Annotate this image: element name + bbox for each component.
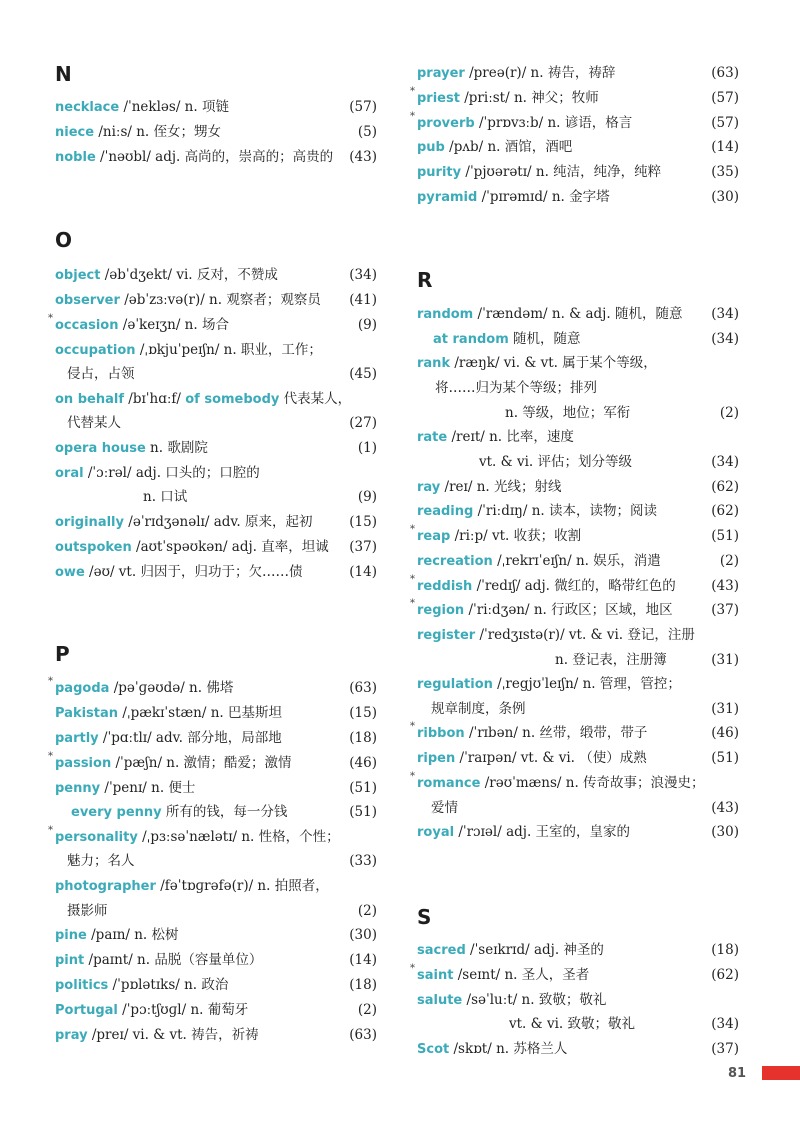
headword: oral xyxy=(55,466,84,481)
headword: pub xyxy=(417,140,445,155)
entry-ripen xyxy=(417,746,739,770)
headword: ripen xyxy=(417,751,456,766)
definition: n. 歌剧院 xyxy=(145,440,208,456)
unit-number: (57) xyxy=(349,99,377,115)
star-mark-icon: * xyxy=(410,598,415,609)
definition: /ˌregjʊˈleɪʃn/ n. 管理，管控； xyxy=(492,676,681,692)
definition: /ˌpɜːsəˈnælətɪ/ n. 性格，个性； xyxy=(137,829,340,845)
unit-number: (18) xyxy=(349,977,377,993)
headword: region xyxy=(417,603,465,618)
entry-regulation-cont xyxy=(417,697,739,721)
definition: 所有的钱，每一分钱 xyxy=(161,804,288,820)
unit-number: (2) xyxy=(357,903,377,919)
headword: pint xyxy=(55,953,85,968)
entry-occupation-cont xyxy=(55,362,377,386)
definition-part: 代表某人， xyxy=(279,391,352,407)
unit-number: (51) xyxy=(349,804,377,820)
headword-part: of somebody xyxy=(185,392,280,407)
unit-number: (43) xyxy=(349,149,377,165)
headword: reap xyxy=(417,529,451,544)
unit-number: (31) xyxy=(711,652,739,668)
headword: Portugal xyxy=(55,1003,118,1018)
definition: /ˈpæʃn/ n. 激情；酷爱；激情 xyxy=(111,755,292,771)
unit-number: (34) xyxy=(711,306,739,322)
entry-necklace xyxy=(55,95,377,119)
unit-number: (57) xyxy=(711,115,739,131)
headword: sacred xyxy=(417,943,466,958)
definition-continued: 摄影师 xyxy=(67,903,108,919)
headword: originally xyxy=(55,515,124,530)
definition: /ˈprɒvɜːb/ n. 谚语，格言 xyxy=(474,115,633,131)
definition-continued: 代替某人 xyxy=(67,415,121,431)
star-mark-icon: * xyxy=(410,963,415,974)
entry-register-cont xyxy=(417,648,739,672)
entry-passion xyxy=(48,751,377,775)
definition: /səˈluːt/ n. 致敬；敬礼 xyxy=(462,992,607,1008)
headword: occupation xyxy=(55,343,136,358)
definition-continued: 爱情 xyxy=(431,800,458,816)
entry-register xyxy=(417,623,739,647)
definition: 随机，随意 xyxy=(508,331,581,347)
entry-photographer-cont xyxy=(55,899,377,923)
unit-number: (15) xyxy=(349,514,377,530)
definition: /əʊ/ vt. 归因于，归功于；欠……债 xyxy=(84,564,303,580)
definition: /pʌb/ n. 酒馆，酒吧 xyxy=(444,139,573,155)
headword: proverb xyxy=(417,116,475,131)
unit-number: (14) xyxy=(711,139,739,155)
entry-romance xyxy=(410,771,739,795)
definition: /ræŋk/ vi. & vt. 属于某个等级， xyxy=(450,355,657,371)
definition: /ˈpɒlətɪks/ n. 政治 xyxy=(108,977,229,993)
definition: /aʊtˈspəʊkən/ adj. 直率，坦诚 xyxy=(131,539,329,555)
entry-saint xyxy=(410,963,739,987)
headword: rate xyxy=(417,430,448,445)
headword: outspoken xyxy=(55,540,132,555)
unit-number: (62) xyxy=(711,479,739,495)
definition: /ˈriːdɪŋ/ n. 读本，读物；阅读 xyxy=(473,503,657,519)
headword: prayer xyxy=(417,66,465,81)
headword: romance xyxy=(417,776,481,791)
definition: /ˈrɪbən/ n. 丝带，缎带，带子 xyxy=(464,725,648,741)
star-mark-icon: * xyxy=(410,771,415,782)
entry-ribbon xyxy=(410,721,739,745)
entry-at-random xyxy=(417,327,739,351)
star-mark-icon: * xyxy=(48,751,53,762)
headword: purity xyxy=(417,165,462,180)
definition: /ˈnekləs/ n. 项链 xyxy=(119,99,229,115)
definition: /əˈrɪdʒənəlɪ/ adv. 原来，起初 xyxy=(123,514,313,530)
entry-reddish xyxy=(410,574,739,598)
entry-royal xyxy=(417,820,739,844)
headword: on behalf xyxy=(55,392,124,407)
entry-pyramid xyxy=(417,185,739,209)
entry-pagoda xyxy=(48,676,377,700)
unit-number: (62) xyxy=(711,503,739,519)
entry-rate xyxy=(417,425,739,449)
entry-rank-cont-2 xyxy=(417,401,739,425)
page-number: 81 xyxy=(728,1066,747,1081)
definition: /ˈpɪrəmɪd/ n. 金字塔 xyxy=(477,189,610,205)
entry-noble xyxy=(55,145,377,169)
unit-number: (46) xyxy=(349,755,377,771)
unit-number: (15) xyxy=(349,705,377,721)
definition: /ˈredɪʃ/ adj. 微红的，略带红色的 xyxy=(472,578,676,594)
unit-number: (2) xyxy=(719,553,739,569)
headword: regulation xyxy=(417,677,493,692)
definition: /priːst/ n. 神父；牧师 xyxy=(459,90,599,106)
definition: /preə(r)/ n. 祷告，祷辞 xyxy=(464,65,616,81)
definition-continued: n. 口试 xyxy=(143,489,188,505)
star-mark-icon: * xyxy=(410,524,415,535)
entry-rate-cont xyxy=(417,450,739,474)
unit-number: (45) xyxy=(349,366,377,382)
definition: /ˈrændəm/ n. & adj. 随机，随意 xyxy=(473,306,683,322)
unit-number: (46) xyxy=(711,725,739,741)
unit-number: (37) xyxy=(711,1041,739,1057)
headword: pyramid xyxy=(417,190,478,205)
headword: every penny xyxy=(71,805,162,820)
unit-number: (51) xyxy=(349,780,377,796)
unit-number: (30) xyxy=(711,189,739,205)
definition: /reɪt/ n. 比率，速度 xyxy=(447,429,574,445)
headword: royal xyxy=(417,825,455,840)
definition: /niːs/ n. 侄女；甥女 xyxy=(94,124,222,140)
entry-sacred xyxy=(417,938,739,962)
entry-on-behalf xyxy=(55,387,377,411)
headword: politics xyxy=(55,978,109,993)
definition-continued: 将……归为某个等级；排列 xyxy=(435,380,597,396)
unit-number: (33) xyxy=(349,853,377,869)
entry-rank xyxy=(417,351,739,375)
definition: /ˈrɔɪəl/ adj. 王室的，皇家的 xyxy=(454,824,631,840)
entry-portugal xyxy=(55,998,377,1022)
entry-romance-cont xyxy=(417,796,739,820)
definition: /pəˈɡəʊdə/ n. 佛塔 xyxy=(109,680,234,696)
definition: /əbˈzɜːvə(r)/ n. 观察者；观察员 xyxy=(119,292,321,308)
definition-continued: vt. & vi. 致敬；敬礼 xyxy=(509,1016,635,1032)
unit-number: (27) xyxy=(349,415,377,431)
entry-priest xyxy=(410,86,739,110)
headword: register xyxy=(417,628,476,643)
headword: object xyxy=(55,268,101,283)
unit-number: (34) xyxy=(349,267,377,283)
headword: passion xyxy=(55,756,112,771)
entry-originally xyxy=(55,510,377,534)
definition: /paɪnt/ n. 品脱（容量单位） xyxy=(84,952,263,968)
headword: recreation xyxy=(417,554,493,569)
headword: niece xyxy=(55,125,95,140)
entry-salute xyxy=(417,988,739,1012)
definition: /ˌrekrɪˈeɪʃn/ n. 娱乐，消遣 xyxy=(492,553,661,569)
unit-number: (41) xyxy=(349,292,377,308)
headword: rank xyxy=(417,356,451,371)
entry-ray xyxy=(417,475,739,499)
entry-observer xyxy=(55,288,377,312)
definition: /ˈpɔːtʃʊɡl/ n. 葡萄牙 xyxy=(117,1002,249,1018)
entry-penny xyxy=(55,776,377,800)
definition-continued: 魅力；名人 xyxy=(67,853,135,869)
section-heading-o: O xyxy=(55,228,73,252)
unit-number: (51) xyxy=(711,750,739,766)
entry-region xyxy=(410,598,739,622)
entry-pray xyxy=(55,1023,377,1047)
definition: /skɒt/ n. 苏格兰人 xyxy=(449,1041,568,1057)
star-mark-icon: * xyxy=(410,574,415,585)
definition-continued: n. 登记表，注册簿 xyxy=(555,652,667,668)
entry-proverb xyxy=(410,111,739,135)
definition: /bɪˈhɑːf/ xyxy=(123,391,186,407)
definition-continued: n. 等级，地位；军衔 xyxy=(505,405,631,421)
entry-salute-cont xyxy=(417,1012,739,1036)
headword: ribbon xyxy=(417,726,465,741)
page-accent-bar xyxy=(762,1066,800,1080)
entry-reading xyxy=(417,499,739,523)
definition: /paɪn/ n. 松树 xyxy=(86,927,179,943)
headword: necklace xyxy=(55,100,120,115)
unit-number: (37) xyxy=(711,602,739,618)
entry-recreation xyxy=(417,549,739,573)
headword: personality xyxy=(55,830,138,845)
unit-number: (18) xyxy=(349,730,377,746)
headword: pagoda xyxy=(55,681,110,696)
unit-number: (63) xyxy=(711,65,739,81)
unit-number: (51) xyxy=(711,528,739,544)
unit-number: (2) xyxy=(719,405,739,421)
star-mark-icon: * xyxy=(410,86,415,97)
headword: reddish xyxy=(417,579,473,594)
definition: /rəʊˈmæns/ n. 传奇故事；浪漫史； xyxy=(480,775,705,791)
headword: salute xyxy=(417,993,463,1008)
headword: owe xyxy=(55,565,85,580)
star-mark-icon: * xyxy=(48,825,53,836)
definition: /fəˈtɒɡrəfə(r)/ n. 拍照者， xyxy=(155,878,329,894)
entry-pakistan xyxy=(55,701,377,725)
entry-regulation xyxy=(417,672,739,696)
unit-number: (43) xyxy=(711,578,739,594)
star-mark-icon: * xyxy=(48,313,53,324)
unit-number: (34) xyxy=(711,1016,739,1032)
unit-number: (14) xyxy=(349,564,377,580)
entry-photographer xyxy=(55,874,377,898)
headword: Pakistan xyxy=(55,706,119,721)
definition-continued: 侵占，占领 xyxy=(67,366,135,382)
definition: /ˌpækɪˈstæn/ n. 巴基斯坦 xyxy=(118,705,282,721)
headword: opera house xyxy=(55,441,146,456)
section-heading-r: R xyxy=(417,268,433,292)
entry-every-penny xyxy=(55,800,377,824)
unit-number: (63) xyxy=(349,1027,377,1043)
headword: Scot xyxy=(417,1042,450,1057)
definition-continued: 规章制度，条例 xyxy=(431,701,526,717)
definition: /riːp/ vt. 收获；收割 xyxy=(450,528,582,544)
section-heading-s: S xyxy=(417,905,432,929)
entry-prayer xyxy=(417,61,739,85)
definition: /seɪnt/ n. 圣人，圣者 xyxy=(453,967,590,983)
definition: /əbˈdʒekt/ vi. 反对，不赞成 xyxy=(100,267,278,283)
section-heading-n: N xyxy=(55,62,72,86)
unit-number: (14) xyxy=(349,952,377,968)
entry-outspoken xyxy=(55,535,377,559)
entry-reap xyxy=(410,524,739,548)
definition: /ˌɒkjuˈpeɪʃn/ n. 职业，工作； xyxy=(135,342,322,358)
section-heading-p: P xyxy=(55,642,70,666)
entry-scot xyxy=(417,1037,739,1061)
definition: /ˈseɪkrɪd/ adj. 神圣的 xyxy=(465,942,604,958)
headword: observer xyxy=(55,293,120,308)
definition: /preɪ/ vi. & vt. 祷告，祈祷 xyxy=(87,1027,259,1043)
entry-oral-cont xyxy=(55,485,377,509)
headword: occasion xyxy=(55,318,119,333)
headword: ray xyxy=(417,480,441,495)
headword: pray xyxy=(55,1028,88,1043)
definition: /ˈpenɪ/ n. 便士 xyxy=(100,780,196,796)
unit-number: (30) xyxy=(349,927,377,943)
headword: saint xyxy=(417,968,454,983)
headword: noble xyxy=(55,150,96,165)
entry-rank-cont xyxy=(417,376,739,400)
unit-number: (9) xyxy=(357,489,377,505)
headword: partly xyxy=(55,731,99,746)
unit-number: (31) xyxy=(711,701,739,717)
headword: reading xyxy=(417,504,474,519)
definition: /ˈriːdʒən/ n. 行政区；区域，地区 xyxy=(464,602,673,618)
definition: /ˈpjʊərətɪ/ n. 纯洁，纯净，纯粹 xyxy=(461,164,662,180)
entry-personality-cont xyxy=(55,849,377,873)
headword: pine xyxy=(55,928,87,943)
unit-number: (34) xyxy=(711,331,739,347)
definition: /ˈpɑːtlɪ/ adv. 部分地，局部地 xyxy=(98,730,282,746)
entry-owe xyxy=(55,560,377,584)
unit-number: (37) xyxy=(349,539,377,555)
entry-on-behalf-cont xyxy=(55,411,377,435)
entry-occupation xyxy=(55,338,377,362)
unit-number: (43) xyxy=(711,800,739,816)
unit-number: (35) xyxy=(711,164,739,180)
entry-opera-house xyxy=(55,436,377,460)
entry-object xyxy=(55,263,377,287)
definition: /ˈnəʊbl/ adj. 高尚的，崇高的；高贵的 xyxy=(95,149,334,165)
entry-politics xyxy=(55,973,377,997)
entry-pub xyxy=(417,135,739,159)
unit-number: (9) xyxy=(357,317,377,333)
headword: photographer xyxy=(55,879,156,894)
entry-personality xyxy=(48,825,377,849)
definition-continued: vt. & vi. 评估；划分等级 xyxy=(479,454,632,470)
entry-purity xyxy=(417,160,739,184)
entry-occasion xyxy=(48,313,377,337)
entry-pine xyxy=(55,923,377,947)
unit-number: (57) xyxy=(711,90,739,106)
unit-number: (5) xyxy=(357,124,377,140)
star-mark-icon: * xyxy=(410,111,415,122)
unit-number: (2) xyxy=(357,1002,377,1018)
star-mark-icon: * xyxy=(410,721,415,732)
star-mark-icon: * xyxy=(48,676,53,687)
definition: /reɪ/ n. 光线；射线 xyxy=(440,479,562,495)
unit-number: (62) xyxy=(711,967,739,983)
entry-pint xyxy=(55,948,377,972)
unit-number: (18) xyxy=(711,942,739,958)
unit-number: (30) xyxy=(711,824,739,840)
headword: random xyxy=(417,307,474,322)
definition: /ˈraɪpən/ vt. & vi. （使）成熟 xyxy=(455,750,647,766)
definition: /ˈɔːrəl/ adj. 口头的；口腔的 xyxy=(83,465,260,481)
entry-oral xyxy=(55,461,377,485)
entry-random xyxy=(417,302,739,326)
definition: /əˈkeɪʒn/ n. 场合 xyxy=(118,317,229,333)
unit-number: (1) xyxy=(357,440,377,456)
unit-number: (63) xyxy=(349,680,377,696)
entry-partly xyxy=(55,726,377,750)
headword: priest xyxy=(417,91,460,106)
definition: /ˈredʒɪstə(r)/ vt. & vi. 登记，注册 xyxy=(475,627,695,643)
headword: penny xyxy=(55,781,101,796)
entry-niece xyxy=(55,120,377,144)
unit-number: (34) xyxy=(711,454,739,470)
headword: at random xyxy=(433,332,509,347)
